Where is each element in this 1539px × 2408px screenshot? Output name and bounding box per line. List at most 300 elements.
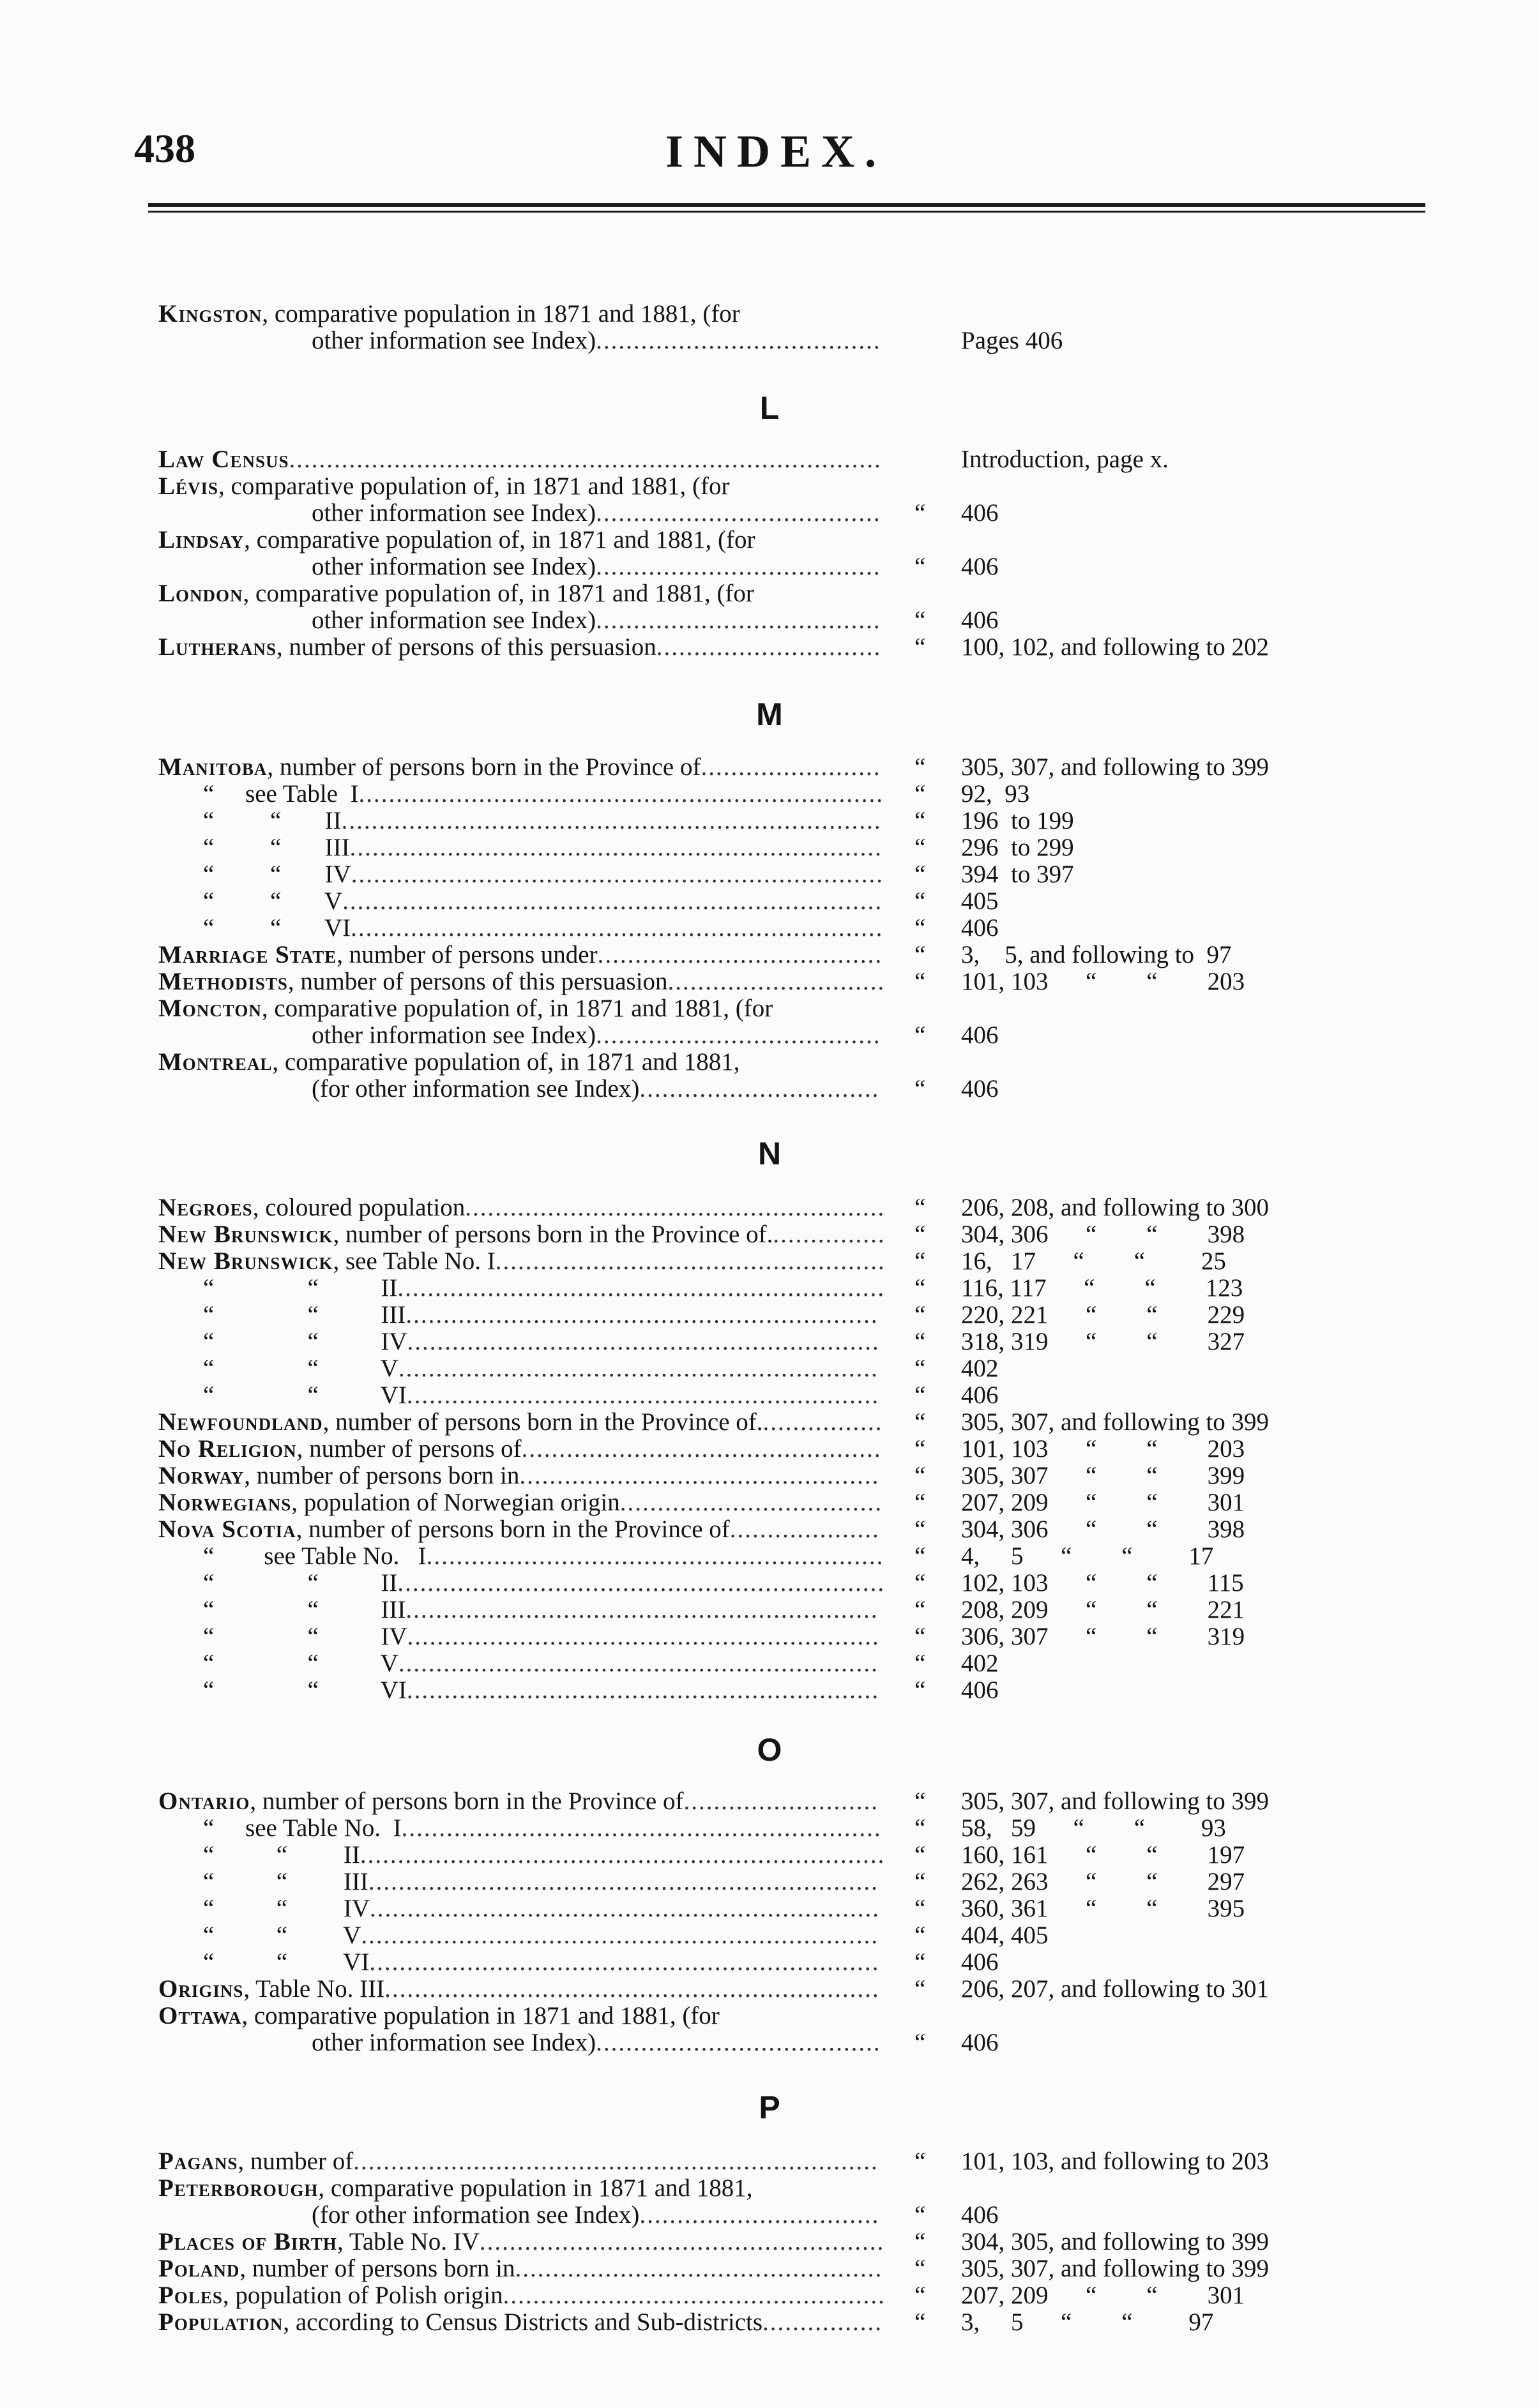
page-reference: 296 to 299: [961, 834, 1074, 861]
page-reference: 305, 307, and following to 399: [961, 753, 1270, 781]
page-reference: 100, 102, and following to 202: [961, 633, 1270, 661]
dot-leader: ...............................................................: [407, 1328, 880, 1355]
entry-text: , comparative population of, in 1871 and 1881, (for: [244, 526, 755, 553]
ditto-mark: “: [914, 753, 926, 781]
section-letter-m: M: [756, 696, 783, 732]
entry-text: , Table No. III: [243, 1975, 385, 2003]
entry-name: No Religion: [158, 1435, 297, 1463]
ditto-mark: “: [914, 2228, 926, 2255]
dot-leader: ...............................................................: [406, 1676, 880, 1704]
index-entry: [312, 2201, 891, 2229]
entry-subentry: “ “ IV: [203, 861, 351, 888]
entry-continuation: (for other information see Index): [312, 1075, 640, 1102]
dot-leader: ................................: [639, 1075, 880, 1102]
entry-name: Moncton: [158, 995, 262, 1022]
index-entry: [158, 472, 891, 500]
page-reference: 406: [961, 1948, 999, 1976]
ditto-mark: “: [914, 1274, 926, 1302]
ditto-mark: “: [914, 1948, 926, 1976]
ditto-mark: “: [914, 2029, 926, 2056]
dot-leader: ......................................: [597, 941, 883, 968]
dot-leader: ......................................: [596, 499, 881, 527]
page-reference: 405: [961, 887, 999, 915]
dot-leader: ....................: [729, 1516, 880, 1543]
entry-name: New Brunswick: [158, 1247, 333, 1275]
entry-text: , number of persons born in: [239, 2255, 515, 2282]
dot-leader: ....................................................: [495, 1247, 886, 1275]
page-reference: 3, 5, and following to 97: [961, 941, 1232, 968]
entry-subentry: “ “ IV: [203, 1328, 407, 1355]
page-reference: 116, 117 “ “ 123: [961, 1274, 1243, 1302]
ditto-mark: “: [914, 1841, 926, 1869]
entry-subentry: “ see Table No. I: [203, 1542, 427, 1570]
dot-leader: ................................: [639, 2201, 880, 2229]
ditto-mark: “: [914, 2255, 926, 2282]
page-reference: 4, 5 “ “ 17: [961, 1542, 1214, 1570]
index-entry: [203, 1328, 891, 1356]
entry-text: , number of persons of: [296, 1435, 522, 1463]
index-entry: [158, 1975, 891, 2003]
ditto-mark: “: [914, 1247, 926, 1275]
entry-text: , comparative population of, in 1871 and 1881,: [272, 1048, 740, 1076]
page-reference: 102, 103 “ “ 115: [961, 1569, 1244, 1597]
entry-name: Nova Scotia: [158, 1516, 296, 1543]
page-number: 438: [134, 126, 195, 171]
ditto-mark: “: [914, 887, 926, 915]
dot-leader: .............................................................: [426, 1542, 884, 1570]
entry-subentry: “ “ III: [203, 1596, 406, 1623]
index-entry: [203, 1623, 891, 1651]
dot-leader: ................: [762, 2308, 883, 2336]
entry-name: Law Census: [158, 446, 289, 473]
entry-name: London: [158, 580, 243, 607]
index-entry: [312, 499, 891, 527]
entry-continuation: other information see Index): [312, 606, 596, 634]
entry-subentry: “ “ V: [203, 887, 343, 915]
entry-subentry: “ “ VI: [203, 1948, 370, 1976]
entry-text: , number of persons of this persuasion: [287, 968, 668, 995]
entry-text: , comparative population in 1871 and 1881, (for: [241, 2002, 720, 2029]
dot-leader: ................: [762, 1408, 883, 1436]
index-entry: [203, 1814, 891, 1842]
index-entry: [312, 2029, 891, 2057]
index-entry: [203, 914, 891, 942]
dot-leader: ................................................................: [401, 1814, 882, 1842]
entry-text: , population of Polish origin: [222, 2282, 503, 2309]
ditto-mark: “: [914, 1623, 926, 1650]
index-entry: [158, 1408, 891, 1436]
page-reference: 206, 208, and following to 300: [961, 1194, 1270, 1221]
ditto-mark: “: [914, 1895, 926, 1922]
page-reference: Pages 406: [961, 327, 1063, 354]
ditto-mark: “: [914, 1516, 926, 1543]
dot-leader: ......................................................................: [353, 2148, 879, 2175]
index-entry: [158, 580, 891, 608]
dot-leader: ...............................................................................: [289, 446, 882, 473]
page-reference: 406: [961, 914, 999, 942]
dot-leader: ..................................................................: [384, 1975, 880, 2003]
index-entry: [203, 1381, 891, 1410]
page-reference: 208, 209 “ “ 221: [961, 1596, 1245, 1623]
ditto-mark: “: [914, 1922, 926, 1949]
ditto-mark: “: [914, 1787, 926, 1815]
index-entry: [312, 553, 891, 581]
index-entry: [158, 941, 891, 969]
ditto-mark: “: [914, 807, 926, 834]
index-entry: [312, 606, 891, 635]
ditto-mark: “: [914, 2148, 926, 2175]
ditto-mark: “: [914, 1381, 926, 1409]
entry-name: Lutherans: [158, 633, 277, 661]
dot-leader: ......................................: [596, 553, 881, 580]
page-reference: 92, 93: [961, 780, 1030, 808]
page-reference: 406: [961, 2029, 999, 2056]
ditto-mark: “: [914, 1596, 926, 1623]
entry-name: Newfoundland: [158, 1408, 323, 1436]
dot-leader: ................................................: [521, 1435, 882, 1463]
dot-leader: ........................: [701, 753, 881, 781]
index-entry: [158, 2002, 891, 2030]
ditto-mark: “: [914, 1569, 926, 1597]
index-entry: [203, 1274, 891, 1302]
index-entry: [203, 861, 891, 889]
entry-text: , number of persons born in the Province of: [267, 753, 701, 781]
entry-subentry: “ “ VI: [203, 1676, 407, 1704]
dot-leader: ......................................: [596, 606, 881, 634]
ditto-mark: “: [914, 914, 926, 942]
entry-text: , number of persons born in the Province of: [250, 1787, 684, 1815]
ditto-mark: “: [914, 861, 926, 888]
index-entry: [312, 327, 891, 355]
page-reference: 305, 307, and following to 399: [961, 2255, 1270, 2282]
dot-leader: .......................................................................: [351, 861, 884, 888]
entry-name: Methodists: [158, 968, 288, 995]
page-reference: 305, 307 “ “ 399: [961, 1462, 1245, 1489]
dot-leader: .....................................................................: [361, 1922, 879, 1949]
page-reference: 404, 405: [961, 1922, 1049, 1949]
index-entry: [158, 526, 891, 554]
dot-leader: ................................................................: [398, 1650, 879, 1677]
index-entry: [158, 2148, 891, 2176]
entry-name: Poles: [158, 2282, 223, 2309]
ditto-mark: “: [914, 1301, 926, 1328]
page-reference: 406: [961, 1021, 999, 1049]
dot-leader: .................................................: [515, 2255, 883, 2282]
entry-text: , comparative population of, in 1871 and 1881, (for: [261, 995, 773, 1022]
dot-leader: .................................................................: [397, 1274, 886, 1302]
index-entry: [158, 1221, 891, 1249]
ditto-mark: “: [914, 606, 926, 634]
page-reference: 304, 306 “ “ 398: [961, 1516, 1245, 1543]
entry-name: Population: [158, 2308, 284, 2336]
index-entry: [158, 2228, 891, 2256]
index-entry: [203, 1948, 891, 1976]
index-entry: [158, 300, 891, 328]
entry-text: , comparative population in 1871 and 1881,: [318, 2174, 753, 2202]
entry-name: Ontario: [158, 1787, 250, 1815]
entry-text: , see Table No. I: [333, 1247, 496, 1275]
section-letter-n: N: [757, 1136, 782, 1171]
entry-text: , number of: [238, 2148, 354, 2175]
dot-leader: .......................................................................: [351, 914, 884, 942]
entry-name: Kingston: [158, 300, 262, 327]
page-reference: 402: [961, 1650, 999, 1677]
dot-leader: ......................................................................: [358, 780, 884, 808]
index-entry: [203, 1596, 891, 1624]
page-reference: 16, 17 “ “ 25: [961, 1247, 1226, 1275]
page-reference: 101, 103 “ “ 203: [961, 1435, 1245, 1463]
index-entry: [203, 1868, 891, 1896]
entry-name: Marriage State: [158, 941, 337, 968]
index-entry: [158, 1048, 891, 1076]
dot-leader: ................................................: [519, 1462, 880, 1489]
page-reference: 305, 307, and following to 399: [961, 1408, 1270, 1436]
entry-subentry: “ “ IV: [203, 1895, 370, 1922]
entry-subentry: “ “ V: [203, 1355, 398, 1382]
index-entry: [203, 1841, 891, 1869]
dot-leader: ....................................................................: [368, 1868, 879, 1895]
entry-subentry: “ “ IV: [203, 1623, 407, 1650]
section-letter-l: L: [759, 390, 780, 426]
entry-subentry: “ “ III: [203, 1301, 406, 1328]
entry-continuation: other information see Index): [312, 1021, 596, 1049]
entry-subentry: “ “ V: [203, 1922, 361, 1949]
page-reference: 360, 361 “ “ 395: [961, 1895, 1245, 1922]
page-reference: 406: [961, 2201, 999, 2229]
page-title: INDEX.: [665, 126, 887, 177]
entry-text: , number of persons of this persuasion: [277, 633, 656, 661]
index-entry: [158, 633, 891, 661]
index-entry: [158, 1462, 891, 1490]
page-reference: 101, 103, and following to 203: [961, 2148, 1270, 2175]
index-entry: [158, 2174, 891, 2202]
index-entry: [158, 753, 891, 781]
page-reference: 318, 319 “ “ 327: [961, 1328, 1245, 1355]
entry-subentry: “ “ II: [203, 1569, 398, 1597]
index-entry: [158, 995, 891, 1023]
index-entry: [158, 1787, 891, 1816]
index-entry: [158, 1435, 891, 1463]
entry-text: , population of Norwegian origin: [291, 1489, 620, 1516]
page-reference: 406: [961, 1381, 999, 1409]
ditto-mark: “: [914, 1676, 926, 1704]
index-entry: [158, 1516, 891, 1544]
page-reference: 58, 59 “ “ 93: [961, 1814, 1226, 1842]
index-entry: [158, 1194, 891, 1222]
entry-name: Norwegians: [158, 1489, 292, 1516]
entry-text: , number of persons born in the Province of.: [333, 1221, 773, 1248]
dot-leader: ........................................................: [465, 1194, 886, 1221]
dot-leader: .................................................................: [397, 1569, 886, 1597]
dot-leader: .............................: [667, 968, 886, 995]
entry-name: Origins: [158, 1975, 244, 2003]
ditto-mark: “: [914, 499, 926, 527]
ditto-mark: “: [914, 780, 926, 808]
dot-leader: ......................................: [596, 327, 881, 354]
index-entry: [203, 1676, 891, 1704]
ditto-mark: “: [914, 553, 926, 580]
ditto-mark: “: [914, 1075, 926, 1102]
entry-name: Peterborough: [158, 2174, 319, 2202]
dot-leader: ......................................................................: [360, 1841, 886, 1869]
ditto-mark: “: [914, 1814, 926, 1842]
entry-text: , comparative population of, in 1871 and 1881, (for: [243, 580, 754, 607]
dot-leader: ...................................: [619, 1489, 883, 1516]
dot-leader: .......................................................................: [349, 834, 883, 861]
entry-subentry: “ “ III: [203, 834, 350, 861]
entry-name: Ottawa: [158, 2002, 242, 2029]
dot-leader: ................................................................: [398, 1355, 879, 1382]
index-entry: [158, 446, 891, 474]
dot-leader: ...............................................................: [406, 1596, 879, 1623]
entry-name: Places of Birth: [158, 2228, 337, 2255]
page-reference: Introduction, page x.: [961, 446, 1169, 473]
page-reference: 406: [961, 606, 999, 634]
entry-subentry: “ “ V: [203, 1650, 398, 1677]
ditto-mark: “: [914, 1021, 926, 1049]
page-reference: 406: [961, 499, 999, 527]
entry-text: , number of persons under: [337, 941, 598, 968]
ditto-mark: “: [914, 2282, 926, 2309]
page-reference: 160, 161 “ “ 197: [961, 1841, 1245, 1869]
page-reference: 402: [961, 1355, 999, 1382]
dot-leader: ..............................: [656, 633, 882, 661]
entry-text: , number of persons born in the Province of.: [322, 1408, 763, 1436]
ditto-mark: “: [914, 1194, 926, 1221]
ditto-mark: “: [914, 1462, 926, 1489]
dot-leader: ....................................................................: [369, 1948, 880, 1976]
index-entry: [203, 1895, 891, 1923]
dot-leader: ......................................................: [479, 2228, 885, 2255]
ditto-mark: “: [914, 1408, 926, 1436]
index-entry: [158, 1489, 891, 1517]
dot-leader: ......................................: [596, 2029, 881, 2056]
page-reference: 207, 209 “ “ 301: [961, 1489, 1245, 1516]
entry-continuation: other information see Index): [312, 499, 596, 527]
ditto-mark: “: [914, 1221, 926, 1248]
page-reference: 305, 307, and following to 399: [961, 1787, 1270, 1815]
entry-text: , comparative population in 1871 and 1881, (for: [262, 300, 740, 327]
index-entry: [203, 1922, 891, 1950]
ditto-mark: “: [914, 633, 926, 661]
page-reference: 3, 5 “ “ 97: [961, 2308, 1214, 2336]
section-letter-o: O: [757, 1732, 782, 1768]
entry-continuation: (for other information see Index): [312, 2201, 640, 2229]
page-reference: 206, 207, and following to 301: [961, 1975, 1270, 2003]
index-entry: [158, 2308, 891, 2337]
entry-name: Lindsay: [158, 526, 245, 553]
dot-leader: ...............................................................: [406, 1301, 879, 1328]
index-entry: [158, 1247, 891, 1275]
dot-leader: ........................................................................: [342, 887, 883, 915]
dot-leader: ....................................................................: [370, 1895, 881, 1922]
index-entry: [158, 2282, 891, 2310]
entry-name: Norway: [158, 1462, 245, 1489]
index-entry: [203, 834, 891, 862]
entry-name: Montreal: [158, 1048, 273, 1076]
dot-leader: ...............................................................: [407, 1623, 880, 1650]
entry-text: , number of persons born in: [244, 1462, 520, 1489]
ditto-mark: “: [914, 1489, 926, 1516]
ditto-mark: “: [914, 2308, 926, 2336]
page-reference: 306, 307 “ “ 319: [961, 1623, 1245, 1650]
entry-subentry: “ “ II: [203, 807, 342, 834]
entry-subentry: “ “ VI: [203, 1381, 407, 1409]
entry-subentry: “ “ III: [203, 1868, 368, 1895]
page-reference: 406: [961, 553, 999, 580]
index-entry: [312, 1021, 891, 1050]
entry-text: , coloured population: [252, 1194, 466, 1221]
page-reference: 406: [961, 1075, 999, 1102]
index-entry: [203, 780, 891, 808]
page-reference: 304, 305, and following to 399: [961, 2228, 1270, 2255]
ditto-mark: “: [914, 834, 926, 861]
index-entry: [203, 1569, 891, 1597]
dot-leader: ......................................: [596, 1021, 881, 1049]
ditto-mark: “: [914, 1542, 926, 1570]
entry-name: New Brunswick: [158, 1221, 333, 1248]
entry-name: Lévis: [158, 472, 219, 500]
entry-subentry: “ “ II: [203, 1841, 360, 1869]
entry-text: , comparative population of, in 1871 and 1881, (for: [218, 472, 730, 500]
page-reference: 196 to 199: [961, 807, 1074, 834]
entry-subentry: “ “ II: [203, 1274, 398, 1302]
dot-leader: ..........................: [683, 1787, 879, 1815]
entry-text: , according to Census Districts and Sub-districts: [283, 2308, 762, 2336]
index-entry: [203, 807, 891, 835]
page-reference: 262, 263 “ “ 297: [961, 1868, 1245, 1895]
entry-name: Pagans: [158, 2148, 238, 2175]
ditto-mark: “: [914, 1355, 926, 1382]
ditto-mark: “: [914, 941, 926, 968]
index-entry: [203, 1355, 891, 1383]
dot-leader: ...............: [773, 1221, 886, 1248]
entry-name: Negroes: [158, 1194, 253, 1221]
entry-name: Poland: [158, 2255, 240, 2282]
entry-name: Manitoba: [158, 753, 268, 781]
entry-continuation: other information see Index): [312, 327, 596, 354]
entry-subentry: “ “ VI: [203, 914, 351, 942]
entry-subentry: “ see Table I: [203, 780, 359, 808]
ditto-mark: “: [914, 1650, 926, 1677]
ditto-mark: “: [914, 1868, 926, 1895]
index-entry: [203, 887, 891, 915]
ditto-mark: “: [914, 1435, 926, 1463]
page-reference: 220, 221 “ “ 229: [961, 1301, 1245, 1328]
ditto-mark: “: [914, 2201, 926, 2229]
entry-continuation: other information see Index): [312, 553, 596, 580]
ditto-mark: “: [914, 968, 926, 995]
entry-text: , Table No. IV: [337, 2228, 480, 2255]
page-reference: 394 to 397: [961, 861, 1074, 888]
index-entry: [158, 968, 891, 996]
page-reference: 406: [961, 1676, 999, 1704]
index-entry: [203, 1542, 891, 1570]
dot-leader: ...................................................: [503, 2282, 886, 2309]
section-letter-p: P: [759, 2089, 780, 2125]
page-reference: 207, 209 “ “ 301: [961, 2282, 1245, 2309]
index-entry: [158, 2255, 891, 2283]
index-entry: [203, 1650, 891, 1678]
entry-subentry: “ see Table No. I: [203, 1814, 402, 1842]
dot-leader: ...............................................................: [406, 1381, 880, 1409]
entry-continuation: other information see Index): [312, 2029, 596, 2056]
index-entry: [203, 1301, 891, 1329]
index-entry: [312, 1075, 891, 1103]
ditto-mark: “: [914, 1328, 926, 1355]
page-reference: 101, 103 “ “ 203: [961, 968, 1245, 995]
entry-text: , number of persons born in the Province of: [296, 1516, 730, 1543]
